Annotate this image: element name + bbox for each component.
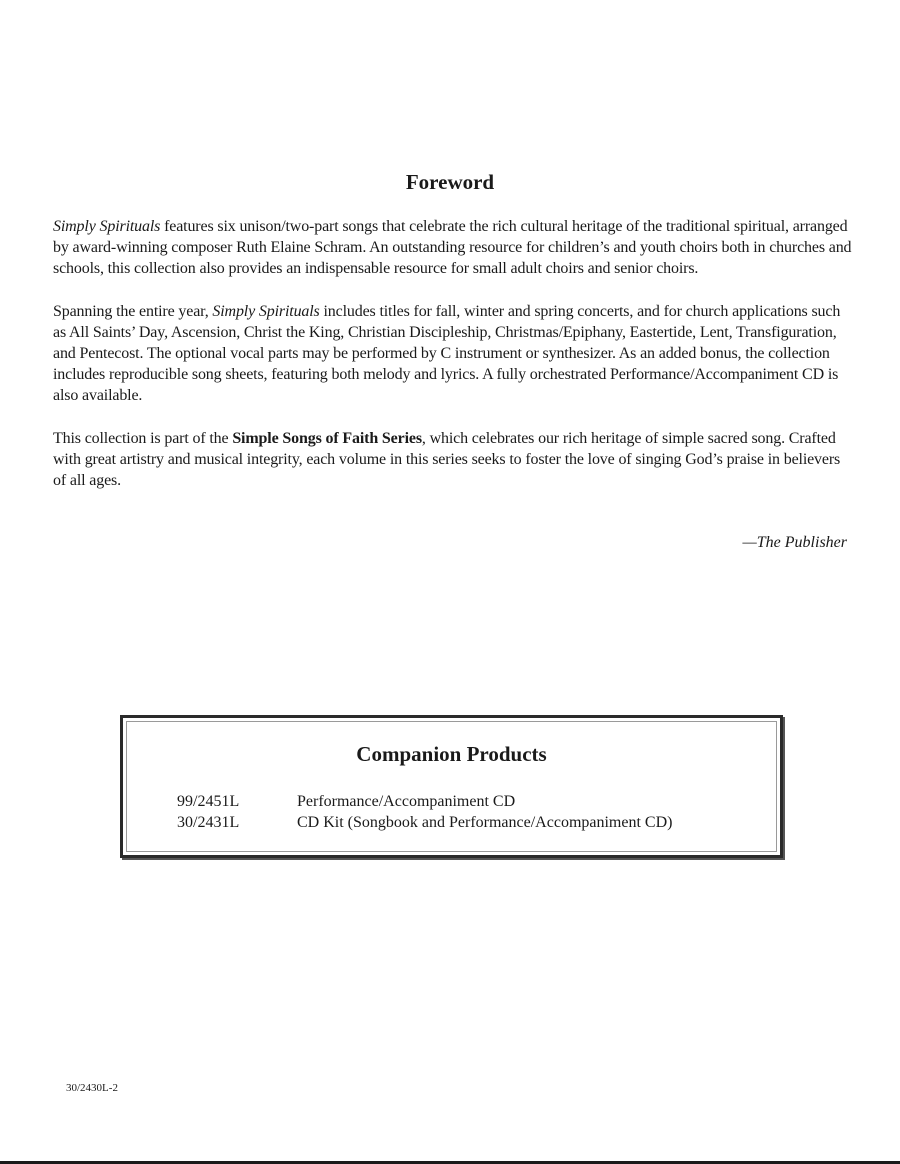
foreword-body	[53, 216, 853, 512]
companion-products-title: Companion Products	[356, 742, 547, 766]
paragraph-text: This collection is part of the	[53, 429, 233, 447]
paragraph-text: , which celebrates our rich heritage of simple sacred song. Crafted with great artistry and musical integrity, each volume in this series seeks to foster the love of singing God’s praise in believers of all ages.	[53, 429, 841, 490]
product-code: 99/2451L	[177, 793, 240, 810]
product-description: Performance/Accompaniment CD	[297, 793, 516, 810]
product-description: CD Kit (Songbook and Performance/Accompaniment CD)	[297, 814, 673, 831]
series-name-bold: Simple Songs of Faith Series	[232, 429, 422, 447]
series-title-italic: Simply Spirituals	[53, 218, 161, 235]
page-code: 30/2430L-2	[66, 1082, 118, 1094]
paragraph-text: features six unison/two-part songs that celebrate the rich cultural heritage of the traditional spiritual, arranged by award-winning composer Ruth Elaine Schram. An outstanding resource for children’s and youth choirs both in churches and schools, this collection also provides an indispensable resource for small adult choirs and senior choirs.	[53, 218, 852, 278]
series-title-italic: Simply Spirituals	[212, 302, 320, 320]
paragraph-text: Spanning the entire year,	[53, 302, 213, 320]
foreword-paragraph-3	[53, 428, 853, 492]
product-row	[177, 812, 672, 833]
publisher-signature: —The Publisher	[742, 534, 847, 551]
foreword-paragraph-2	[53, 301, 853, 407]
foreword-title: Foreword	[405, 170, 495, 194]
product-list	[177, 791, 672, 833]
paragraph-text: includes titles for fall, winter and spring concerts, and for church applications such as All Saints’ Day, Ascension, Christ the King, Christian Discipleship, Christmas/Epiphany, Eastertide, Lent, Transfiguration, and Pentecost. The optional vocal parts may be performed by C instrument or synthesizer. As an added bonus, the collection includes reproducible song sheets, featuring both melody and lyrics. A fully orchestrated Performance/Accompaniment CD is also available.	[53, 302, 841, 405]
companion-products-box	[120, 715, 783, 858]
product-row	[177, 791, 672, 812]
foreword-paragraph-1	[53, 216, 853, 280]
product-code: 30/2431L	[177, 814, 240, 831]
